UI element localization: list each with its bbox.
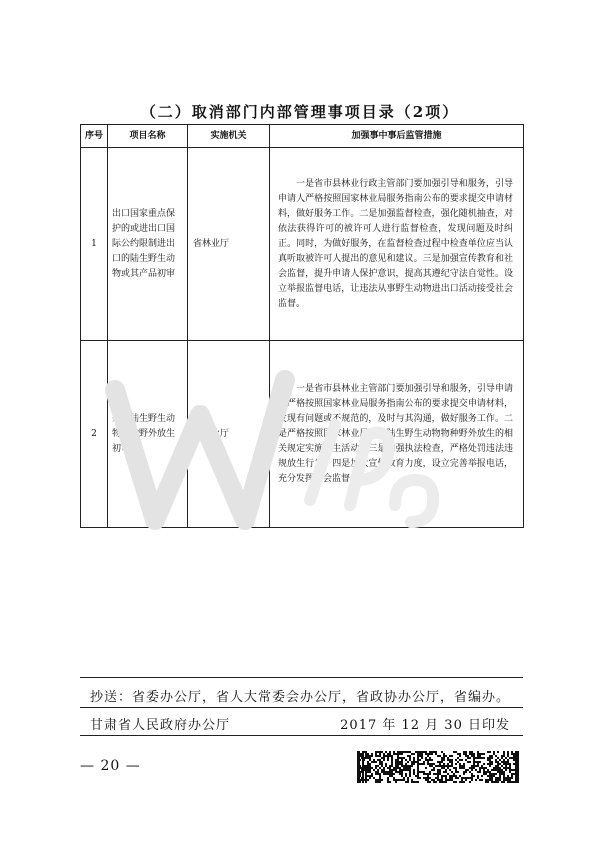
- issuer: 甘肃省人民政府办公厅: [90, 718, 231, 733]
- header-name: 项目名称: [108, 125, 188, 148]
- barcode-icon: [357, 751, 519, 783]
- table-row: [81, 148, 524, 341]
- row-index: 1: [81, 148, 108, 341]
- row-name: 出口国家重点保护的或进出口国际公约限制进出口的陆生野生动物或其产品初审: [108, 148, 188, 341]
- issue-date: 2017 年 12 月 30 日印发: [340, 718, 510, 733]
- cc-top-rule: [80, 677, 523, 678]
- header-index: 序号: [81, 125, 108, 148]
- page-title: （二）取消部门内部管理事项目录（2项）: [140, 103, 460, 121]
- page-number: — 20 —: [80, 758, 141, 774]
- header-agency: 实施机关: [188, 125, 270, 148]
- row-index: 2: [81, 341, 108, 528]
- cc-divider: [80, 707, 523, 708]
- header-measures: 加强事中事后监管措施: [270, 125, 524, 148]
- cc-line: 抄送：省委办公厅，省人大常委会办公厅，省政协办公厅，省编办。: [90, 690, 511, 705]
- row-agency: 省林业厅: [188, 341, 270, 528]
- table-header-row: [81, 125, 524, 148]
- watermark-logo-icon: [95, 330, 455, 560]
- row-agency: 省林业厅: [188, 148, 270, 341]
- row-measures: 一是省市县林业主管部门要加强引导和服务，引导申请人严格按照国家林业局服务指南公布的要求提交申请材料，发现有问题或不规范的，及时与其沟通，做好服务工作。二是严格按照国家林业局外来陆生野生动物物种野外放生的相关规定实施放生活动。三是加强执法检查，严格处罚违法违规放生行为。四是加大宣传教育力度，设立完善举报电话，充分发挥社会监督作用。: [270, 341, 524, 528]
- cc-bottom-rule: [80, 735, 523, 736]
- row-name: 外来陆生野生动物物种野外放生初审: [108, 341, 188, 528]
- row-measures: 一是省市县林业行政主管部门要加强引导和服务，引导申请人严格按照国家林业局服务指南公布的要求提交申请材料，做好服务工作。二是加强监督检查，强化随机抽查，对依法获得许可的被许可人进行监督检查，发现问题及时纠正。同时，为做好服务，在监督检查过程中检查单位应当认真听取被许可人提出的意见和建议。三是加强宣传教育和社会监督，提升申请人保护意识，提高其遵纪守法自觉性。设立举报监督电话，让违法从事野生动物进出口活动接受社会监督。: [270, 148, 524, 341]
